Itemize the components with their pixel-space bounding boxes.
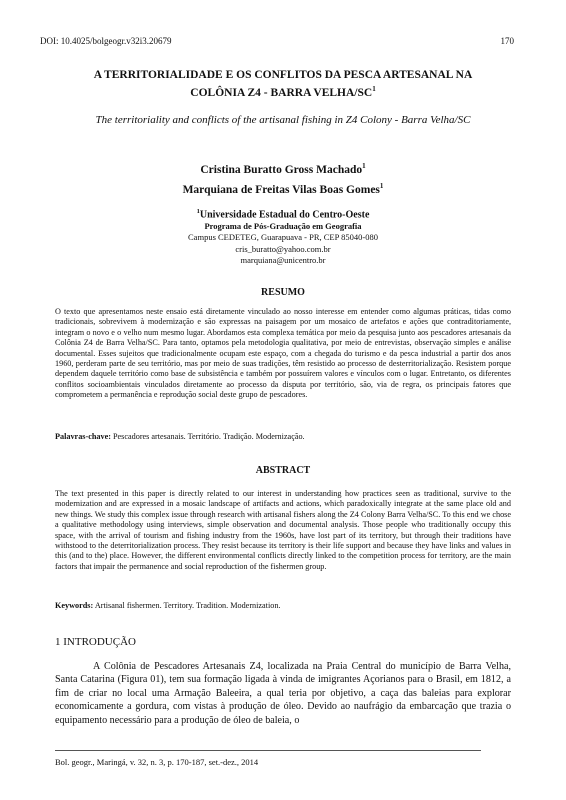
email-2: marquiana@unicentro.br (240, 255, 326, 266)
resumo-keywords-text: Pescadores artesanais. Território. Tradição. Modernização. (112, 432, 305, 441)
university (40, 206, 526, 221)
title-footnote-mark: 1 (372, 85, 376, 93)
paper-title (50, 68, 516, 100)
author-2-name: Marquiana de Freitas Vilas Boas Gomes (182, 183, 380, 196)
abstract-keywords (55, 601, 511, 610)
resumo-keywords (55, 432, 511, 441)
abstract-keywords-text: Artisanal fishermen. Territory. Tradition. Modernization. (94, 601, 281, 610)
author-2 (40, 178, 526, 198)
author-2-mark: 1 (379, 181, 384, 190)
address: Campus CEDETEG, Guarapuava - PR, CEP 85040-080 (188, 232, 378, 243)
email-1: cris_buratto@yahoo.com.br (235, 243, 331, 254)
journal-footer: Bol. geogr., Maringá, v. 32, n. 3, p. 170-187, set.-dez., 2014 (55, 757, 259, 767)
footer-rule (55, 750, 481, 751)
introduction-heading: 1 INTRODUÇÃO (55, 636, 136, 648)
introduction-text: A Colônia de Pescadores Artesanais Z4, localizada na Praia Central do município de Barra Velha, Santa Catarina (Figura 01), tem sua formação ligada à vinda de imigrantes Açorianos para o Brasil, em 1812, a fim de criar no local uma Armação Baleeira, a qual teria por objetivo, a caça das baleias para explorar economicamente a gordura, com vistas à produção de óleo. Devido ao naufrágio da embarcação que trazia o equipamento necessário para a produção de óleo de baleia, o (55, 661, 511, 726)
affiliation-mark: 1 (196, 208, 200, 215)
university-name: Universidade Estadual do Centro-Oeste (199, 209, 370, 221)
affiliation-block (40, 206, 526, 267)
title-line-2 (50, 82, 516, 100)
abstract-keywords-label: Keywords: (55, 601, 94, 610)
resumo-heading: RESUMO (261, 287, 305, 298)
abstract-text: The text presented in this paper is directly related to our interest in understanding how practices seen as traditional, survive to the modernization and are expressed in a mosaic landscape of artifacts and actions, which paradoxically integrate at the same place old and new things. We study this complex issue through research with artisanal fishers along the Z4 Colony Barra Velha/SC. To this end we chose a qualitative methodology using interviews, simple observation and documental analysis. Those people who traditionally occupy this space, with the arrival of tourism and fishing industry from the 1960s, have lost part of its territory, but through their traditions have withstood to the deterritorialization process. They resist because its territory is their life support and because they have links and values in this (and to the) place. However, the different environmental conflicts directly linked to the competition process for territory, are the main factors that impair the permanence and social reproduction of the fishermen group. (55, 489, 511, 571)
title-line-2-text: COLÔNIA Z4 - BARRA VELHA/SC (190, 86, 373, 99)
author-1 (40, 158, 526, 178)
english-title: The territoriality and conflicts of the artisanal fishing in Z4 Colony - Barra Velha/SC (95, 114, 471, 126)
resumo-text: O texto que apresentamos neste ensaio está diretamente vinculado ao nosso interesse em entender como algumas práticas, tidas como tradicionais, sobrevivem à modernização e são expressas na paisagem por um mosaico de artefatos e ações que contraditoriamente, integram o novo e o velho num mesmo lugar. Abordamos esta complexa temática por meio da pesquisa junto aos pescadores artesanais da Colônia Z4 de Barra Velha/SC. Para tanto, optamos pela metodologia qualitativa, por meio de entrevistas, observação simples e análise documental. Esses sujeitos que tradicionalmente ocupam este espaço, com a chegada do turismo e da pesca industrial a partir dos anos 1960, perderam parte de seu território, mas por meio de suas tradições, têm resistido ao processo de desterritorialização. Resistem porque dependem daquele território como base de subsistência e também por possuírem valores e vínculos com o lugar. Entretanto, os diferentes conflitos socioambientais vinculados diretamente ao processo da disputa por território, são, via de regra, os principais fatores que comprometem a permanência e reprodução social deste grupo de pescadores. (55, 307, 511, 400)
resumo-keywords-label: Palavras-chave: (55, 432, 111, 441)
author-1-mark: 1 (362, 162, 366, 170)
title-line-1: A TERRITORIALIDADE E OS CONFLITOS DA PESCA ARTESANAL NA (93, 69, 473, 81)
abstract-heading: ABSTRACT (255, 465, 311, 476)
doi-header: DOI: 10.4025/bolgeogr.v32i3.20679 (40, 36, 172, 46)
author-1-name: Cristina Buratto Gross Machado (200, 163, 363, 176)
page-number: 170 (500, 36, 514, 46)
author-list (40, 158, 526, 198)
program: Programa de Pós-Graduação em Geografia (204, 220, 362, 231)
